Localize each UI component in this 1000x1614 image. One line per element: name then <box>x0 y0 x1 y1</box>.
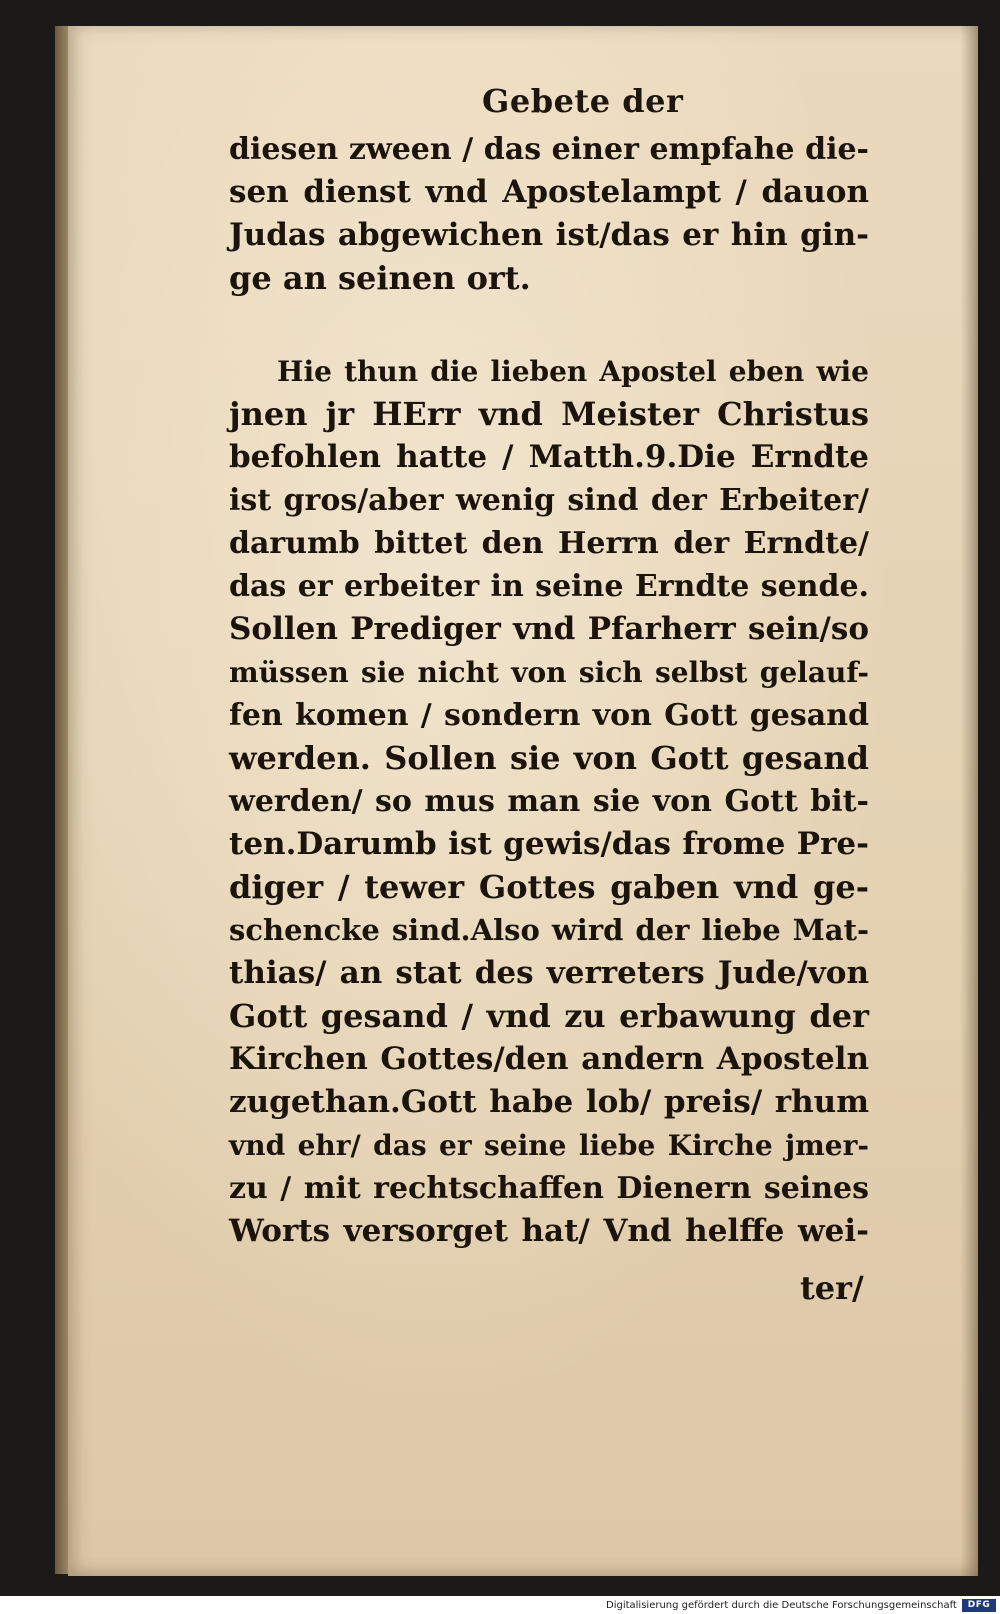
paragraph-gap <box>229 300 869 350</box>
text-line: müssen sie nicht von sich selbst gelauf- <box>229 656 869 689</box>
text-line: darumb bittet den Herrn der Erndte/ <box>229 526 869 561</box>
digitization-credit: Digitalisierung gefördert durch die Deutsche Forschungsgemeinschaft <box>606 1600 957 1611</box>
running-head: Gebete der <box>482 82 684 120</box>
text-line: ist gros/aber wenig sind der Erbeiter/ <box>229 483 869 518</box>
paragraph-1 <box>229 128 869 300</box>
text-line: das er erbeiter in seine Erndte sende. <box>229 569 869 604</box>
text-line: zugethan.Gott habe lob/ preis/ rhum <box>229 1084 869 1120</box>
text-line: werden/ so mus man sie von Gott bit- <box>229 784 869 819</box>
text-line: Gott gesand / vnd zu erbawung der <box>229 997 869 1035</box>
text-line: ten.Darumb ist gewis/das frome Pre- <box>229 826 869 862</box>
text-line: jnen jr HErr vnd Meister Christus <box>229 395 869 433</box>
dfg-logo: DFG <box>962 1599 996 1612</box>
text-line: befohlen hatte / Matth.9.Die Erndte <box>229 439 869 475</box>
text-line: ge an seinen ort. <box>229 259 531 297</box>
text-line: diger / tewer Gottes gaben vnd ge- <box>229 868 869 906</box>
text-line: zu / mit rechtschaffen Dienern seines <box>229 1171 869 1206</box>
text-line: Sollen Prediger vnd Pfarherr sein/so <box>229 611 869 647</box>
text-line: schencke sind.Also wird der liebe Mat- <box>229 913 869 947</box>
text-line: diesen zween / das einer empfahe die- <box>229 132 869 167</box>
text-line: Hie thun die lieben Apostel eben wie <box>277 355 869 388</box>
text-line: vnd ehr/ das er seine liebe Kirche jmer- <box>229 1129 869 1162</box>
catchword: ter/ <box>800 1269 864 1307</box>
text-line: werden. Sollen sie von Gott gesand <box>229 739 869 777</box>
body-text <box>229 128 869 1253</box>
text-line: Judas abgewichen ist/das er hin gin- <box>229 217 869 253</box>
page-spine-shadow <box>960 26 978 1576</box>
text-line: Kirchen Gottes/den andern Aposteln <box>229 1041 869 1077</box>
paragraph-2 <box>229 350 869 1253</box>
text-line: Worts versorget hat/ Vnd helffe wei- <box>229 1213 869 1249</box>
text-line: sen dienst vnd Apostelampt / dauon <box>229 174 869 210</box>
text-line: fen komen / sondern von Gott gesand <box>229 698 869 733</box>
text-line: thias/ an stat des verreters Jude/von <box>229 955 869 991</box>
